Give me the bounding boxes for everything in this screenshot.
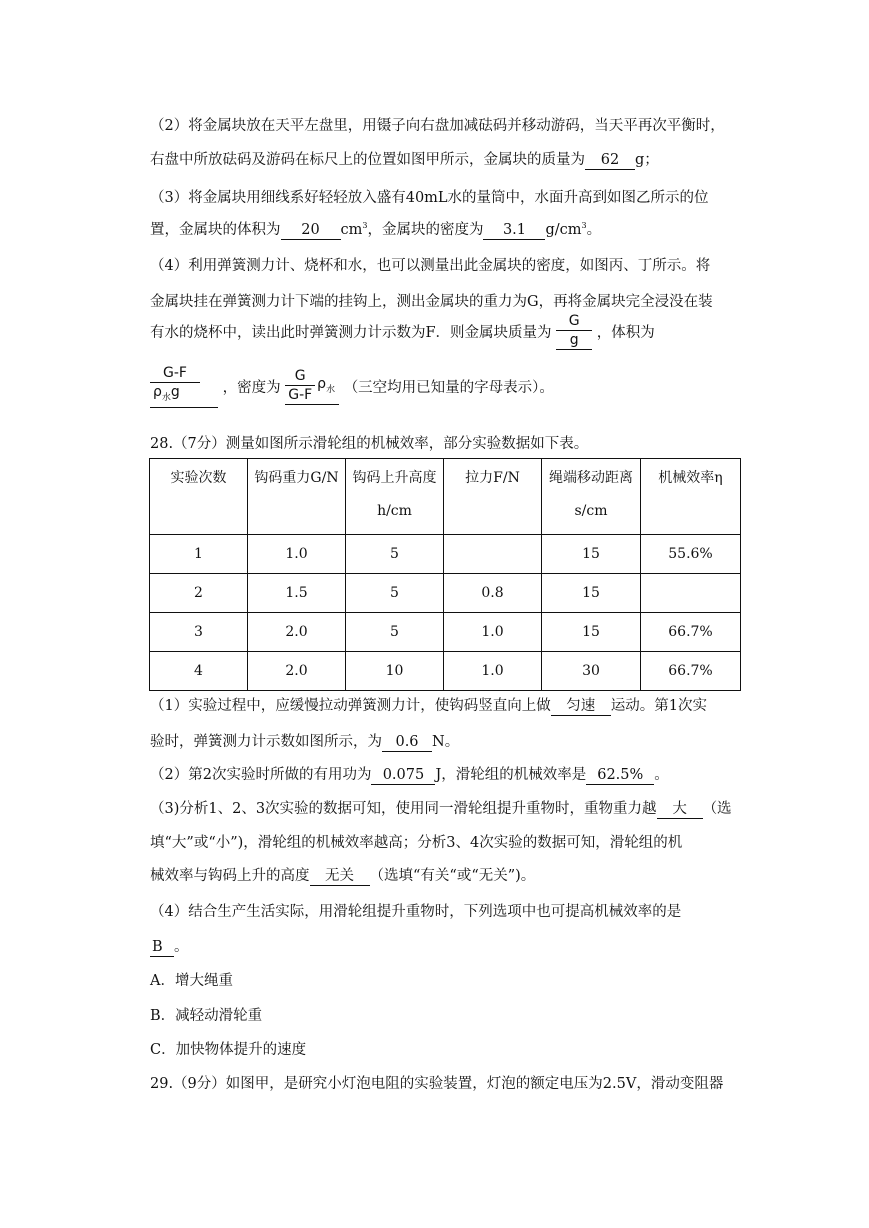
table-cell: 1.0 [444, 652, 542, 691]
q27-part2-line2: 右盘中所放砝码及游码在标尺上的位置如图甲所示，金属块的质量为 62 g； [150, 152, 659, 168]
table-cell: 55.6% [641, 535, 741, 574]
q27-part3-line2: 置，金属块的体积为 20 $cm^3$，金属块的密度为 3.1 $g/cm^3$。 [150, 221, 602, 238]
table-cell: 5 [346, 574, 444, 613]
table-cell: 1.0 [444, 613, 542, 652]
table-cell: 5 [346, 535, 444, 574]
q27-part4-line3: 有水的烧杯中，读出此时弹簧测力计示数为F．则金属块质量为 $\frac{G}{g}$ ，体积为 [150, 313, 655, 348]
table-cell: 1.0 [248, 535, 346, 574]
q28-sub3-line2: 填“大”或“小”)，滑轮组的机械效率越高；分析3、4次实验的数据可知，滑轮组的机 [150, 835, 683, 851]
answer-density: 3.1 [483, 221, 545, 240]
q28-title: 28.（7分）测量如图所示滑轮组的机械效率，部分实验数据如下表。 [150, 436, 589, 452]
table-cell: 30 [542, 652, 641, 691]
table-cell: 1 [150, 535, 248, 574]
table-cell: 66.7% [641, 652, 741, 691]
q28-sub3-line1: （3)分析1、2、3次实验的数据可知，使用同一滑轮组提升重物时，重物重力越 大 （选 [150, 801, 732, 817]
table-row [150, 613, 741, 652]
table-cell: 1.5 [248, 574, 346, 613]
answer-volume: 20 [281, 221, 341, 240]
header-cell: 钩码重力G/N [248, 459, 346, 535]
q27-part2-line1: （2）将金属块放在天平左盘里，用镊子向右盘加减砝码并移动游码，当天平再次平衡时， [150, 118, 725, 134]
answer-bigger: 大 [657, 800, 703, 819]
table-cell: 15 [542, 574, 641, 613]
answer-volume-formula: $\frac{G-F}{\rho_水g}$ [150, 364, 218, 408]
table-cell: 15 [542, 535, 641, 574]
table-cell: 2.0 [248, 613, 346, 652]
option-a: A．增大绳重 [150, 973, 233, 989]
table-cell: 2.0 [248, 652, 346, 691]
table-row [150, 535, 741, 574]
q28-sub4-answer: B 。 [152, 939, 189, 955]
q27-part3-line1: （3）将金属块用细线系好轻轻放入盛有40mL水的量筒中，水面升高到如图乙所示的位 [150, 190, 709, 206]
answer-unrelated: 无关 [310, 867, 370, 886]
answer-density-formula: $\frac{G}{G-F}$ $\rho_水$ [285, 367, 339, 405]
table-row [150, 574, 741, 613]
answer-uniform-speed: 匀速 [551, 697, 611, 716]
table-header-row [150, 459, 741, 535]
header-cell: 实验次数 [150, 459, 248, 535]
header-cell: 机械效率η [641, 459, 741, 535]
answer-mass-formula: $\frac{G}{g}$ [556, 312, 592, 350]
q27-part4-line4: $\frac{G-F}{\rho_水g}$ ，密度为 $\frac{G}{G-F}$ $\rho_水$ （三空均用已知量的字母表示）。 [150, 364, 554, 408]
option-b: B．减轻动滑轮重 [150, 1008, 263, 1024]
answer-force: 0.6 [382, 733, 432, 752]
table-cell [444, 535, 542, 574]
table-cell: 5 [346, 613, 444, 652]
header-cell: 拉力F/N [444, 459, 542, 535]
table-cell: 15 [542, 613, 641, 652]
header-cell: 绳端移动距离 s/cm [542, 459, 641, 535]
table-cell: 10 [346, 652, 444, 691]
table-cell: 0.8 [444, 574, 542, 613]
table-cell: 4 [150, 652, 248, 691]
q28-sub3-line3: 械效率与钩码上升的高度 无关 （选填“有关“或“无关”)。 [150, 868, 536, 884]
table-cell: 3 [150, 613, 248, 652]
table-cell: 66.7% [641, 613, 741, 652]
q27-part4-line2: 金属块挂在弹簧测力计下端的挂钩上，测出金属块的重力为G，再将金属块完全浸没在装 [150, 294, 713, 310]
q28-sub1-line2: 验时，弹簧测力计示数如图所示，为 0.6 N。 [150, 734, 460, 750]
q28-sub1-line1: （1）实验过程中，应缓慢拉动弹簧测力计，使钩码竖直向上做 匀速 运动。第1次实 [150, 698, 707, 714]
table-cell [641, 574, 741, 613]
option-c: C．加快物体提升的速度 [150, 1042, 307, 1058]
answer-choice: B [150, 938, 174, 957]
answer-useful-work: 0.075 [371, 766, 435, 785]
table-row [150, 652, 741, 691]
efficiency-table [149, 458, 741, 691]
table-cell: 2 [150, 574, 248, 613]
answer-mass: 62 [585, 151, 635, 170]
q27-part4-line1: （4）利用弹簧测力计、烧杯和水，也可以测量出此金属块的密度，如图丙、丁所示。将 [150, 258, 711, 274]
q28-sub2: （2）第2次实验时所做的有用功为 0.075 J，滑轮组的机械效率是 62.5% 。 [150, 767, 669, 783]
answer-efficiency: 62.5% [586, 766, 654, 785]
q29-text: 29.（9分）如图甲，是研究小灯泡电阻的实验装置，灯泡的额定电压为2.5V，滑动变阻器 [150, 1076, 724, 1092]
header-cell: 钩码上升高度 h/cm [346, 459, 444, 535]
q28-sub4: （4）结合生产生活实际，用滑轮组提升重物时，下列选项中也可提高机械效率的是 [150, 904, 682, 920]
